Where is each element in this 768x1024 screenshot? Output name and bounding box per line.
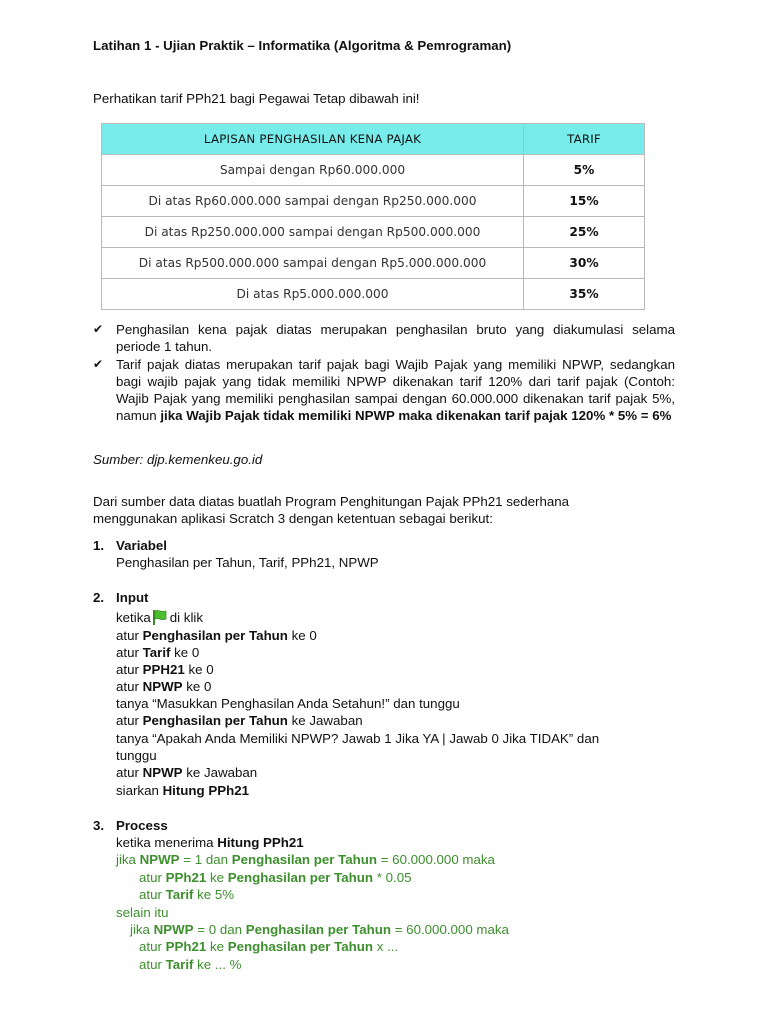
code-line: atur Tarif ke ... %	[139, 957, 242, 972]
section-heading	[93, 590, 149, 605]
code-line: atur Tarif ke 0	[116, 645, 200, 660]
table-row	[102, 248, 645, 279]
code-line: atur PPh21 ke Penghasilan per Tahun * 0.05	[139, 870, 412, 885]
section-heading	[93, 538, 167, 553]
intro-text: Perhatikan tarif PPh21 bagi Pegawai Tetap dibawah ini!	[93, 91, 420, 106]
code-line: atur PPh21 ke Penghasilan per Tahun x ...	[139, 939, 399, 954]
section-heading	[93, 818, 168, 833]
table-row	[102, 217, 645, 248]
table-row	[102, 279, 645, 310]
code-line: ketika menerima Hitung PPh21	[116, 835, 304, 850]
code-text: di klik	[169, 610, 203, 625]
list-item	[93, 321, 675, 356]
cell-rate: 15%	[524, 186, 645, 217]
code-line: atur Penghasilan per Tahun ke Jawaban	[116, 713, 363, 728]
note-text-normal: Tarif pajak diatas merupakan tarif pajak bagi Wajib Pajak yang memiliki NPWP, sedangkan bagi wajib pajak yang tidak memiliki NPWP dikenakan tarif 120% dari tarif pajak (Contoh: Wajib Pajak yang memiliki penghasilan sampai dengan 60.000.000 dikenakan tarif pajak 5%, namun	[116, 356, 675, 424]
list-item	[93, 356, 675, 425]
cell-rate: 30%	[524, 248, 645, 279]
note-text: Penghasilan kena pajak diatas merupakan penghasilan bruto yang diakumulasi selama periode 1 tahun.	[116, 322, 675, 355]
section-number: 1.	[93, 538, 105, 553]
code-line: atur Penghasilan per Tahun ke 0	[116, 628, 317, 643]
cell-rate: 5%	[524, 155, 645, 186]
code-line: selain itu	[116, 905, 169, 920]
notes-list	[93, 321, 675, 425]
tax-rate-table	[101, 123, 645, 310]
green-flag-icon	[152, 609, 168, 626]
checkmark-icon: ✔	[93, 356, 104, 371]
code-line: tanya “Masukkan Penghasilan Anda Setahun!” dan tunggu	[116, 696, 460, 711]
table-header-row	[102, 124, 645, 155]
cell-rate: 25%	[524, 217, 645, 248]
section-title: Input	[116, 590, 149, 605]
code-line: atur PPH21 ke 0	[116, 662, 214, 677]
section-number: 3.	[93, 818, 105, 833]
section-title: Process	[116, 818, 168, 833]
code-line	[116, 609, 203, 626]
cell-layer: Di atas Rp250.000.000 sampai dengan Rp500.000.000	[102, 217, 524, 248]
code-line: jika NPWP = 0 dan Penghasilan per Tahun = 60.000.000 maka	[130, 922, 509, 937]
cell-rate: 35%	[524, 279, 645, 310]
code-text: ketika	[116, 610, 151, 625]
cell-layer: Sampai dengan Rp60.000.000	[102, 155, 524, 186]
table-row	[102, 155, 645, 186]
code-line: siarkan Hitung PPh21	[116, 783, 250, 798]
note-text-bold: jika Wajib Pajak tidak memiliki NPWP maka dikenakan tarif pajak 120% * 5% = 6%	[160, 408, 672, 424]
table-row	[102, 186, 645, 217]
cell-layer: Di atas Rp5.000.000.000	[102, 279, 524, 310]
code-line: tunggu	[116, 748, 157, 763]
header-rate: TARIF	[524, 124, 645, 155]
cell-layer: Di atas Rp500.000.000 sampai dengan Rp5.000.000.000	[102, 248, 524, 279]
instruction-paragraph: Dari sumber data diatas buatlah Program Penghitungan Pajak PPh21 sederhana menggunakan aplikasi Scratch 3 dengan ketentuan sebagai berikut:	[93, 494, 570, 527]
code-line: atur Tarif ke 5%	[139, 887, 235, 902]
page-title: Latihan 1 - Ujian Praktik – Informatika (Algoritma & Pemrograman)	[93, 38, 512, 53]
variable-list: Penghasilan per Tahun, Tarif, PPh21, NPWP	[116, 555, 379, 570]
source-citation: Sumber: djp.kemenkeu.go.id	[93, 452, 263, 467]
section-title: Variabel	[116, 538, 168, 553]
code-line: tanya “Apakah Anda Memiliki NPWP? Jawab 1 Jika YA | Jawab 0 Jika TIDAK” dan	[116, 731, 600, 746]
header-layer: LAPISAN PENGHASILAN KENA PAJAK	[102, 124, 524, 155]
note-text	[116, 356, 675, 425]
code-line: jika NPWP = 1 dan Penghasilan per Tahun = 60.000.000 maka	[116, 852, 495, 867]
section-number: 2.	[93, 590, 105, 605]
cell-layer: Di atas Rp60.000.000 sampai dengan Rp250.000.000	[102, 186, 524, 217]
code-line: atur NPWP ke Jawaban	[116, 765, 258, 780]
checkmark-icon: ✔	[93, 322, 104, 336]
code-line: atur NPWP ke 0	[116, 679, 212, 694]
